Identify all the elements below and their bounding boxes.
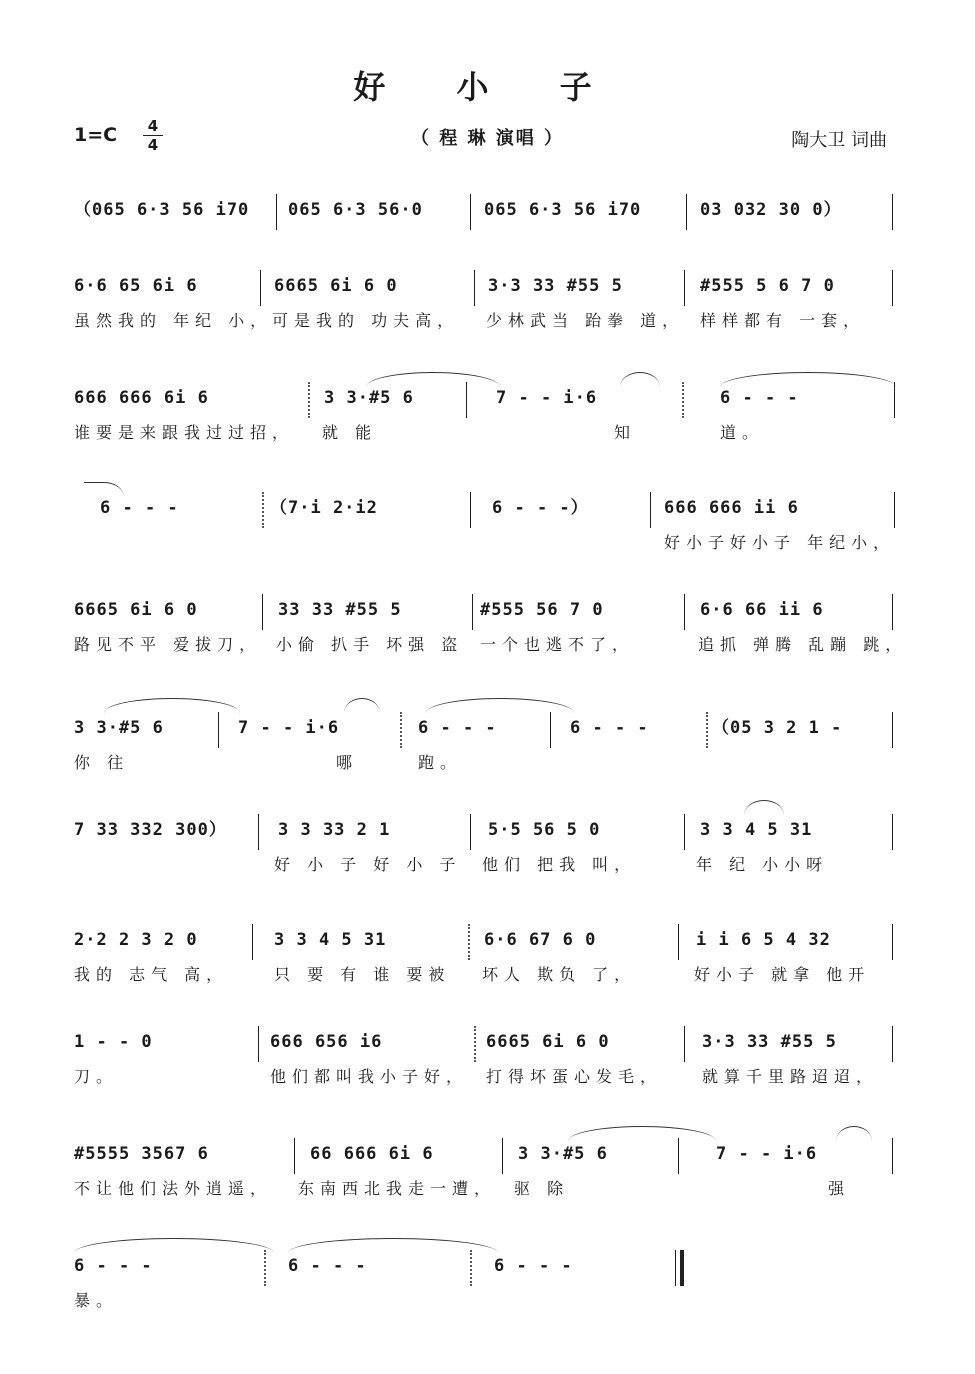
barline [470,492,471,528]
barline [470,194,471,230]
measure: （05 3 2 1 - [712,718,843,738]
barline [258,814,259,850]
measure: 6 - - -） [492,498,589,518]
measure: 5·5 56 5 0 [488,820,601,840]
lyric: 小偷 扒手 坏强 盗 [276,635,464,654]
measure: 3 3 33 2 1 [278,820,391,840]
measure: 7 - - i·6 [496,388,598,408]
score-row-9 [74,1026,896,1090]
lyric: 就算千里路迢迢， [702,1067,879,1086]
composer-credit: 陶大卫 词曲 [791,130,887,151]
measure: 6·6 65 6i 6 [74,276,198,296]
measure: 7 - - i·6 [238,718,340,738]
lyrics-line [74,530,896,556]
measure: （7·i 2·i2 [270,498,378,518]
final-barline [680,1250,684,1286]
lyric: 你 往 [74,753,130,772]
barline [294,1138,295,1174]
measure: 666 656 i6 [270,1032,383,1052]
notation-line [74,594,896,626]
lyric: 追抓 弹腾 乱蹦 跳， [698,635,908,654]
lyric: 道。 [720,423,765,442]
score-row-8 [74,924,896,988]
measure: 666 666 6i 6 [74,388,209,408]
meter-bottom: 4 [147,136,159,154]
barline [468,924,470,960]
measure: 065 6·3 56 i70 [484,200,642,220]
measure: 666 666 ii 6 [664,498,799,518]
barline [684,814,685,850]
measure: 3·3 33 #55 5 [702,1032,837,1052]
lyrics-line [74,308,896,334]
lyric: 年 纪 小小呀 [696,855,829,874]
lyric: 好小子 就拿 他开 [694,965,871,984]
barline [262,492,264,528]
barline [276,194,277,230]
lyrics-line [74,1064,896,1090]
barline [472,594,473,630]
lyrics-line [74,1176,896,1202]
tie [426,698,574,713]
lyric: 他们 把我 叫， [482,855,637,874]
barline [706,712,708,748]
singer-credit: （ 程 琳 演唱 ） [410,128,565,149]
barline [400,712,402,748]
measure: 065 6·3 56·0 [288,200,423,220]
lyric: 可是我的 功夫高， [272,311,460,330]
barline [260,270,261,306]
measure: 6·6 67 6 0 [484,930,597,950]
barline [684,270,685,306]
barline [470,814,471,850]
measure: 66 666 6i 6 [310,1144,434,1164]
lyric: 好小子好小子 年纪小， [664,533,896,552]
lyric: 一个也逃不了， [480,635,635,654]
measure: 3 3 4 5 31 [274,930,387,950]
notation-line [74,712,896,744]
lyric: 少林武当 跆拳 道， [486,311,685,330]
lyric: 就 能 [322,423,378,442]
score-row-2 [74,270,896,334]
lyric: 哪 [336,753,359,772]
measure: 6 - - - [100,498,179,518]
lyric: 暴。 [74,1291,119,1310]
score-row-11 [74,1250,896,1314]
notation-line [74,492,896,524]
barline [892,814,893,850]
measure: #555 56 7 0 [480,600,604,620]
slur [344,698,380,713]
measure: #5555 3567 6 [74,1144,209,1164]
measure: 6 - - - [570,718,649,738]
measure: 3 3·#5 6 [74,718,164,738]
barline [550,712,551,748]
lyric: 样样都有 一套， [700,311,866,330]
slur [104,698,240,713]
barline [502,1138,503,1174]
measure: 6 - - - [74,1256,153,1276]
measure: 6 - - - [720,388,799,408]
measure: 6 - - - [288,1256,367,1276]
notation-line [74,814,896,846]
lyric: 跑。 [418,753,463,772]
barline [474,1026,476,1062]
barline [650,492,651,528]
measure: 6·6 66 ii 6 [700,600,824,620]
barline [894,382,895,418]
measure: 2·2 2 3 2 0 [74,930,198,950]
barline [892,194,893,230]
lyric: 知 [614,423,637,442]
score-row-1 [74,194,896,226]
notation-line [74,194,896,226]
measure: 6665 6i 6 0 [486,1032,610,1052]
barline [686,194,687,230]
lyrics-line [74,632,908,658]
key-signature: 1=C [74,124,118,146]
score-row-6 [74,712,896,776]
measure: 6665 6i 6 0 [274,276,398,296]
lyrics-line [74,1288,896,1314]
measure: 6 - - - [418,718,497,738]
lyrics-line [74,852,896,878]
barline [470,1250,472,1286]
barline [684,594,685,630]
measure: 7 - - i·6 [716,1144,818,1164]
barline [892,594,893,630]
lyric: 驱 除 [514,1179,570,1198]
barline [892,1026,893,1062]
barline [682,382,684,418]
barline [678,924,679,960]
lyric: 坏人 欺负 了， [482,965,637,984]
measure: 6665 6i 6 0 [74,600,198,620]
lyric: 我的 志气 高， [74,965,229,984]
lyric: 路见不平 爱拔刀， [74,635,262,654]
measure: 6 - - - [494,1256,573,1276]
score-row-10 [74,1138,896,1202]
lyric: 东南西北我走一遭， [298,1179,497,1198]
measure: 1 - - 0 [74,1032,153,1052]
lyrics-line [74,420,896,446]
lyric: 只 要 有 谁 要被 [274,965,451,984]
notation-line [74,1026,896,1058]
measure: #555 5 6 7 0 [700,276,835,296]
barline [684,1026,685,1062]
notation-line [74,382,896,414]
barline [218,712,219,748]
barline [892,270,893,306]
measure: 7 33 332 300） [74,820,227,840]
notation-line [74,924,896,956]
measure: 3 3 4 5 31 [700,820,813,840]
measure: （065 6·3 56 i70 [74,200,250,220]
barline [892,1138,893,1174]
score-row-4 [74,492,896,556]
score-row-7 [74,814,896,878]
barline [474,270,475,306]
barline [892,712,893,748]
measure: 3 3·#5 6 [518,1144,608,1164]
notation-line [74,1250,896,1282]
measure: 3·3 33 #55 5 [488,276,623,296]
lyrics-line [74,750,896,776]
measure: 3 3·#5 6 [324,388,414,408]
barline [252,924,253,960]
barline [264,1250,266,1286]
slur [744,800,784,815]
measure: 33 33 #55 5 [278,600,402,620]
barline [892,924,893,960]
lyric: 他们都叫我小子好， [270,1067,469,1086]
notation-line [74,270,896,302]
barline [258,1026,259,1062]
barline [678,1138,679,1174]
lyric: 谁要是来跟我过过招， [74,423,295,442]
barline [894,492,895,528]
lyric: 虽然我的 年纪 小， [74,311,273,330]
lyrics-line [74,962,896,988]
measure: 03 032 30 0） [700,200,842,220]
barline [262,594,263,630]
page-title: 好 小 子 [353,68,622,106]
lyric: 刀。 [74,1067,119,1086]
meter-top: 4 [147,117,159,135]
notation-line [74,1138,896,1170]
score-row-3 [74,382,896,446]
lyric: 打得坏蛋心发毛， [486,1067,663,1086]
measure: i i 6 5 4 32 [696,930,831,950]
score-row-5 [74,594,908,658]
barline [466,382,467,418]
barline [308,382,310,418]
lyric: 好 小 子 好 小 子 [274,855,462,874]
lyric: 强 [828,1179,851,1198]
lyric: 不让他们法外逍遥， [74,1179,273,1198]
